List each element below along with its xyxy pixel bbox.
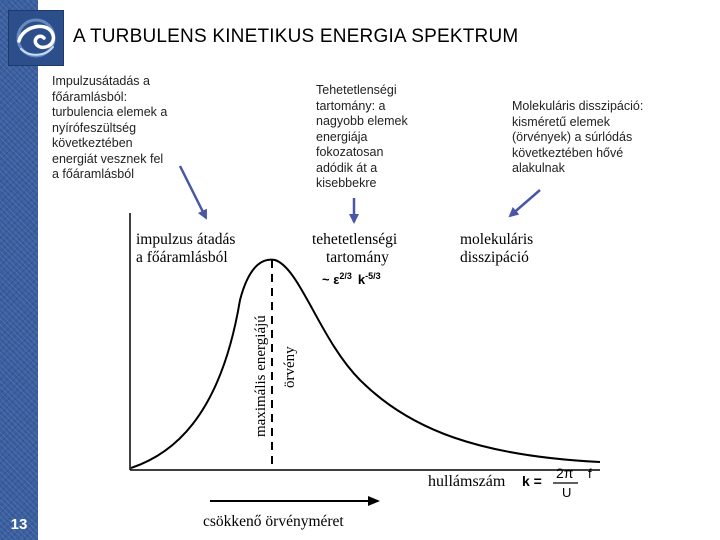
region-middle-label-2: tartomány	[326, 249, 389, 266]
scaling-law	[322, 271, 381, 287]
scaling-k-exp: -5/3	[365, 271, 381, 281]
region-left-label-2: a főáramlásból	[136, 249, 228, 266]
pointer-arrow-left	[180, 166, 206, 218]
region-right-label-2: disszipáció	[460, 249, 529, 266]
page-number: 13	[10, 516, 28, 533]
bottom-arrow-label: csökkenő örvényméret	[203, 513, 344, 530]
page-title: A TURBULENS KINETIKUS ENERGIA SPEKTRUM	[73, 26, 519, 47]
caption-momentum-transfer: Impulzusátadás a főáramlásból: turbulencia elemek a nyírófeszültség következtében energiát vesznek fel a főáramlásból	[52, 74, 168, 181]
peak-label-2: örvény	[282, 346, 298, 388]
k-factor: f	[588, 466, 592, 481]
region-right-label-1: molekuláris	[460, 231, 534, 248]
x-axis-label: hullámszám	[428, 473, 506, 490]
k-numerator: 2π	[556, 465, 574, 481]
spectrum-curve	[131, 260, 600, 468]
pointer-arrow-right	[510, 190, 540, 216]
scaling-k: k	[357, 272, 366, 287]
k-denominator: U	[562, 485, 572, 500]
peak-label-1: maximális energiájú	[253, 315, 269, 437]
k-symbol: k =	[522, 473, 542, 489]
region-left-label-1: impulzus átadás	[136, 231, 236, 248]
caption-inertial-range: Tehetetlenségi tartomány: a nagyobb elemek energiája fokozatosan adódik át a kisebbekre	[316, 83, 408, 190]
scaling-eps-exp: 2/3	[339, 271, 352, 281]
region-middle-label-1: tehetetlenségi	[312, 231, 398, 248]
caption-molecular-dissipation: Molekuláris disszipáció: kisméretű elemek (örvények) a súrlódás következtében hővé alakulnak	[512, 99, 644, 175]
scaling-eps: ~ ε	[322, 272, 340, 287]
